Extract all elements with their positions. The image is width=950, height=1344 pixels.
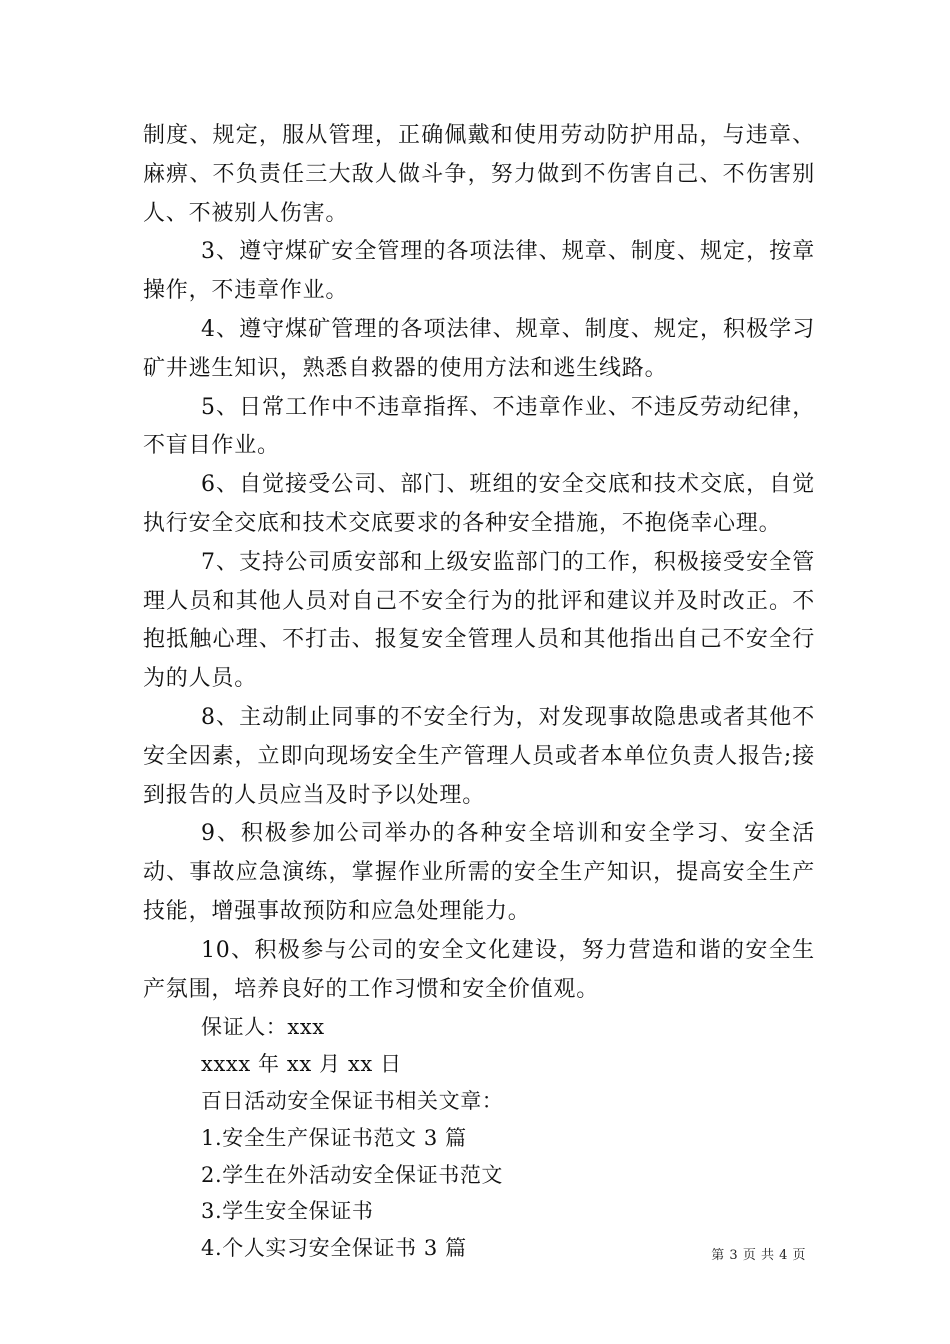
guarantor-line: 保证人：xxx [201,1015,325,1040]
paragraph-item-7: 7、支持公司质安部和上级安监部门的工作，积极接受安全管理人员和其他人员对自己不安全行为的批评和建议并及时改正。不抱抵触心理、不打击、报复安全管理人员和其他指出自己不安全行为的人员。 [143,549,815,692]
paragraph-item-4: 4、遵守煤矿管理的各项法律、规章、制度、规定，积极学习矿井逃生知识，熟悉自救器的使用方法和逃生线路。 [143,316,815,381]
paragraph-item-9: 9、积极参加公司举办的各种安全培训和安全学习、安全活动、事故应急演练，掌握作业所需的安全生产知识，提高安全生产技能，增强事故预防和应急处理能力。 [143,821,815,924]
related-article-link[interactable]: 1.安全生产保证书范文 3 篇 [201,1125,467,1150]
paragraph-continuation: 制度、规定，服从管理，正确佩戴和使用劳动防护用品，与违章、麻痹、不负责任三大敌人做斗争，努力做到不伤害自己、不伤害别人、不被别人伤害。 [143,123,815,226]
paragraph-item-10: 10、积极参与公司的安全文化建设，努力营造和谐的安全生产氛围，培养良好的工作习惯和安全价值观。 [143,937,815,1002]
paragraph-item-8: 8、主动制止同事的不安全行为，对发现事故隐患或者其他不安全因素，立即向现场安全生产管理人员或者本单位负责人报告;接到报告的人员应当及时予以处理。 [143,704,815,808]
paragraph-item-3: 3、遵守煤矿安全管理的各项法律、规章、制度、规定，按章操作，不违章作业。 [143,239,815,304]
paragraph-item-5: 5、日常工作中不违章指挥、不违章作业、不违反劳动纪律，不盲目作业。 [143,394,815,459]
page-number: 第 3 页 共 4 页 [711,1248,806,1263]
related-articles-heading: 百日活动安全保证书相关文章： [201,1088,504,1113]
related-article-link[interactable]: 4.个人实习安全保证书 3 篇 [201,1236,467,1261]
document-body [143,117,815,1267]
date-line: xxxx 年 xx 月 xx 日 [201,1052,402,1077]
related-article-link[interactable]: 3.学生安全保证书 [201,1199,374,1224]
paragraph-item-6: 6、自觉接受公司、部门、班组的安全交底和技术交底，自觉执行安全交底和技术交底要求的各种安全措施，不抱侥幸心理。 [143,472,815,536]
related-article-link[interactable]: 2.学生在外活动安全保证书范文 [201,1162,504,1187]
